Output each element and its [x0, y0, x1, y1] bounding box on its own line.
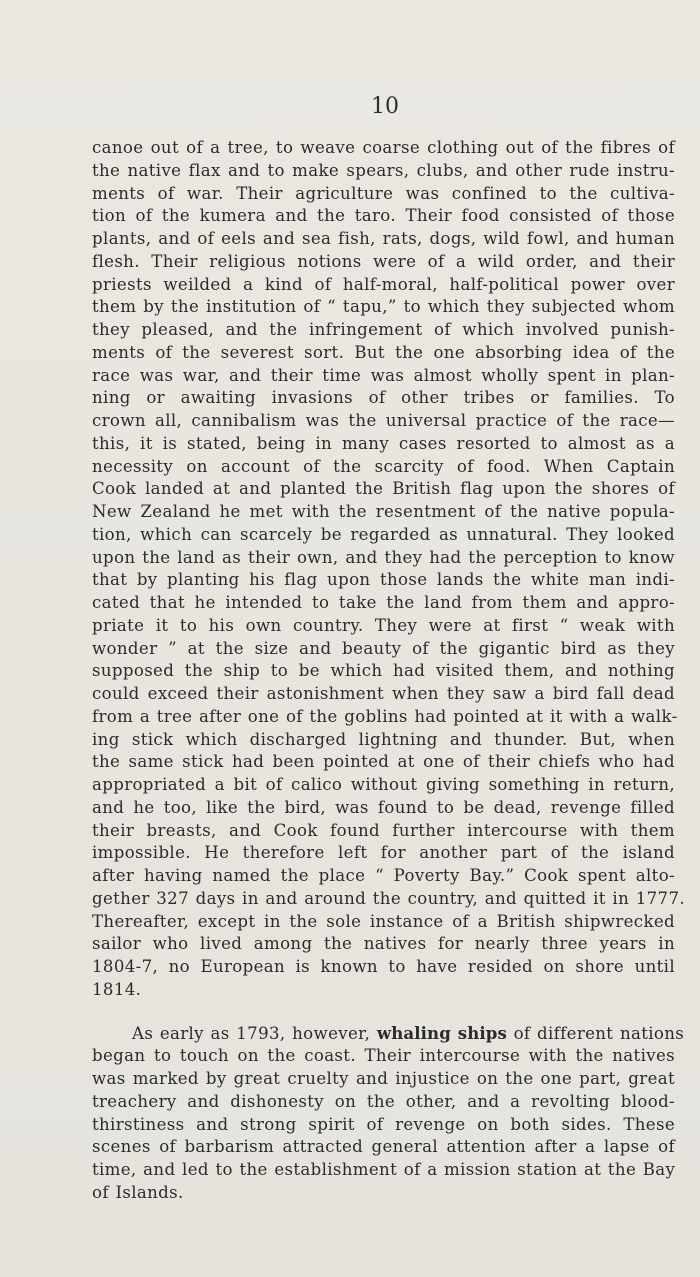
text-line: treachery and dishonesty on the other, and a revolting blood- [92, 1091, 675, 1111]
text-line: this, it is stated, being in many cases resorted to almost as a [92, 433, 675, 453]
text-line: their breasts, and Cook found further intercourse with them [92, 820, 675, 840]
text-line: 1814. [92, 979, 142, 999]
text-line: 1804-7, no European is known to have resided on shore until [92, 957, 675, 976]
text-line: Cook landed at and planted the British flag upon the shores of [92, 479, 675, 499]
text-line: race was war, and their time was almost wholly spent in plan- [92, 365, 675, 385]
text-line: appropriated a bit of calico without giving something in return, [92, 775, 675, 794]
text-line: ments of war. Their agriculture was confined to the cultiva- [92, 183, 675, 203]
text-line: priests weilded a kind of half-moral, half-political power over [92, 274, 675, 294]
paragraph-spacer [92, 1002, 675, 1022]
text-line: was marked by great cruelty and injustice on the one part, great [92, 1069, 675, 1088]
text-line: tion of the kumera and the taro. Their food consisted of those [92, 206, 675, 226]
text-run: As early as 1793, however, [132, 1023, 371, 1043]
text-line: ning or awaiting invasions of other tribes or families. To [92, 388, 675, 408]
text-line: upon the land as their own, and they had the perception to know [92, 547, 675, 567]
emphasized-term: whaling ships [376, 1022, 507, 1043]
text-run: of different nations [513, 1023, 685, 1043]
text-line: ments of the severest sort. But the one absorbing idea of the [92, 342, 675, 362]
text-line: tion, which can scarcely be regarded as unnatural. They looked [92, 524, 675, 544]
text-line: flesh. Their religious notions were of a wild order, and their [92, 251, 675, 271]
paragraph-1 [92, 137, 685, 1002]
text-line: plants, and of eels and sea fish, rats, dogs, wild fowl, and human [92, 229, 675, 248]
paragraph-2 [92, 1022, 685, 1205]
text-line: New Zealand he met with the resentment of the native popula- [92, 502, 675, 521]
text-line: cated that he intended to take the land from them and appro- [92, 593, 675, 612]
text-line: time, and led to the establishment of a mission station at the Bay [92, 1160, 676, 1179]
text-line: gether 327 days in and around the country, and quitted it in 1777. [92, 888, 685, 908]
text-line: from a tree after one of the goblins had pointed at it with a walk- [92, 706, 678, 726]
text-line: that by planting his flag upon those lands the white man indi- [92, 570, 675, 590]
page-number: 10 [371, 94, 399, 119]
text-line: them by the institution of “ tapu,” to which they subjected whom [92, 297, 675, 317]
text-line: canoe out of a tree, to weave coarse clothing out of the fibres of [92, 138, 675, 157]
text-line: ing stick which discharged lightning and thunder. But, when [92, 729, 675, 749]
text-line [92, 1022, 685, 1046]
text-line: sailor who lived among the natives for nearly three years in [92, 934, 675, 954]
text-line: the native flax and to make spears, clubs, and other rude instru- [92, 160, 675, 180]
text-line: priate it to his own country. They were at first “ weak with [92, 615, 675, 635]
text-line: necessity on account of the scarcity of food. When Captain [92, 456, 675, 476]
text-line: wonder ” at the size and beauty of the gigantic bird as they [92, 638, 675, 658]
text-line: the same stick had been pointed at one of their chiefs who had [92, 752, 675, 772]
text-line: impossible. He therefore left for another part of the island [92, 843, 675, 863]
text-line: scenes of barbarism attracted general attention after a lapse of [92, 1137, 675, 1157]
text-line: they pleased, and the infringement of which involved punish- [92, 320, 675, 339]
text-line: and he too, like the bird, was found to be dead, revenge filled [92, 797, 675, 817]
text-line: thirstiness and strong spirit of revenge on both sides. These [92, 1114, 675, 1134]
text-line: of Islands. [92, 1182, 184, 1202]
text-line: supposed the ship to be which had visited them, and nothing [92, 661, 675, 681]
text-line: could exceed their astonishment when they saw a bird fall dead [92, 684, 675, 703]
text-line: began to touch on the coast. Their intercourse with the natives [92, 1046, 675, 1066]
text-line: crown all, cannibalism was the universal practice of the race— [92, 411, 675, 430]
text-line: after having named the place “ Poverty Bay.” Cook spent alto- [92, 866, 675, 885]
body-text [92, 137, 685, 1205]
text-line: Thereafter, except in the sole instance of a British shipwrecked [92, 911, 675, 931]
